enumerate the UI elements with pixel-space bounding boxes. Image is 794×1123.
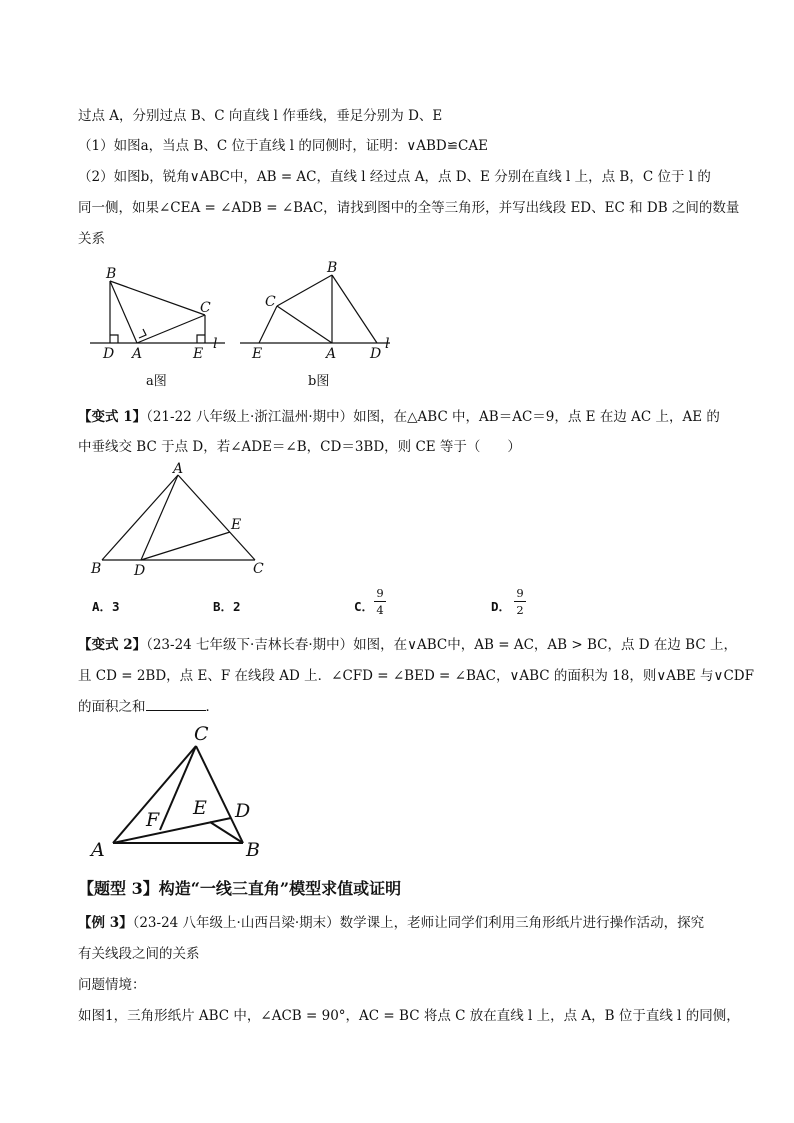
label-d: D xyxy=(134,563,146,579)
answer-blank[interactable] xyxy=(146,698,206,711)
right-angle-mark-d xyxy=(110,335,118,343)
example3-line4: 如图1，三角形纸片 ABC 中，∠ACB = 90°，AC = BC 将点 C 放在直线 l 上，点 A，B 位于直线 l 的同侧， xyxy=(78,1008,740,1024)
label-a: A xyxy=(326,346,337,362)
label-b: B xyxy=(91,561,102,577)
option-d[interactable]: D． xyxy=(491,599,512,614)
example3-text1: （23-24 八年级上·山西吕梁·期末）数学课上，老师让同学们利用三角形纸片进行操作活动，探究 xyxy=(132,915,705,931)
variant2-line1 xyxy=(78,633,737,653)
label-a: A xyxy=(91,839,105,861)
label-a: A xyxy=(173,461,184,477)
label-c: C xyxy=(265,294,276,310)
label-c: C xyxy=(194,723,209,745)
question-2-line3: 关系 xyxy=(78,231,105,247)
variant2-line2: 且 CD = 2BD，点 E、F 在线段 AD 上．∠CFD = ∠BED = ∠BAC，∨ABC 的面积为 18，则∨ABE 与∨CDF xyxy=(78,668,754,684)
label-c: C xyxy=(253,561,264,577)
option-c-fraction xyxy=(374,586,386,617)
label-l: l xyxy=(213,336,218,352)
label-l: l xyxy=(385,336,390,352)
variant2-text1: （23-24 七年级下·吉林长春·期中）如图，在∨ABC中，AB = AC，AB > BC，点 D 在边 BC 上， xyxy=(146,637,737,653)
figure-variant1 xyxy=(85,455,285,580)
variant1-line1 xyxy=(78,405,720,425)
segment-de xyxy=(141,532,230,560)
option-c[interactable]: C． xyxy=(354,599,375,614)
segment-ab xyxy=(102,475,178,560)
label-e: E xyxy=(193,797,207,819)
figure-b xyxy=(235,258,405,363)
label-e: E xyxy=(193,346,204,362)
label-c: C xyxy=(200,300,211,316)
label-b: B xyxy=(327,260,338,276)
label-b: B xyxy=(106,266,117,282)
option-d-fraction xyxy=(514,586,526,617)
option-b[interactable]: B．2 xyxy=(213,599,241,614)
segment-cb xyxy=(277,275,332,306)
figure-a xyxy=(85,258,235,363)
figure-variant2 xyxy=(88,718,278,863)
label-d: D xyxy=(103,346,115,362)
label-a: A xyxy=(132,346,143,362)
example3-line2: 有关线段之间的关系 xyxy=(78,946,200,962)
label-f: F xyxy=(146,809,160,831)
right-angle-mark-a xyxy=(139,329,146,338)
segment-ec xyxy=(259,306,277,343)
segment-ad xyxy=(141,475,178,560)
option-a[interactable]: A．3 xyxy=(92,599,120,614)
segment-ca xyxy=(277,306,332,343)
section-heading: 【题型 3】构造“一线三直角”模型求值或证明 xyxy=(78,879,402,898)
segment-cf xyxy=(160,746,196,830)
label-e: E xyxy=(252,346,263,362)
question-2-line2: 同一侧，如果∠CEA = ∠ADB = ∠BAC，请找到图中的全等三角形，并写出线段 ED、EC 和 DB 之间的数量 xyxy=(78,200,740,216)
variant2-line3: 的面积之和 ． xyxy=(78,699,219,715)
segment-bd xyxy=(332,275,377,343)
variant1-line2: 中垂线交 BC 于点 D，若∠ADE＝∠B，CD＝3BD，则 CE 等于（ ） xyxy=(78,439,521,455)
example3-line1 xyxy=(78,911,704,931)
example3-tag: 【例 3】 xyxy=(78,915,133,931)
question-2-line1: （2）如图b，锐角∨ABC中，AB = AC，直线 l 经过点 A，点 D、E 分别在直线 l 上，点 B，C 位于 l 的 xyxy=(78,169,711,185)
variant2-tag: 【变式 2】 xyxy=(78,637,147,653)
fraction-denominator: 4 xyxy=(376,603,384,617)
variant1-tag: 【变式 1】 xyxy=(78,409,147,425)
caption-b: b图 xyxy=(308,374,330,389)
fraction-numerator: 9 xyxy=(516,586,524,600)
intro-line: 过点 A，分别过点 B、C 向直线 l 作垂线，垂足分别为 D、E xyxy=(78,108,443,124)
example3-line3: 问题情境： xyxy=(78,977,146,993)
label-d: D xyxy=(235,800,251,822)
label-d: D xyxy=(370,346,382,362)
label-b: B xyxy=(246,839,260,861)
question-1: （1）如图a，当点 B、C 位于直线 l 的同侧时，证明：∨ABD≌CAE xyxy=(78,138,488,154)
segment-bc xyxy=(110,281,205,315)
label-e: E xyxy=(231,517,242,533)
caption-a: a图 xyxy=(146,374,167,389)
segment-ac xyxy=(137,315,205,343)
segment-ac xyxy=(178,475,255,560)
segment-ba xyxy=(110,281,137,343)
fraction-numerator: 9 xyxy=(376,586,384,600)
fraction-denominator: 2 xyxy=(516,603,524,617)
variant1-text1: （21-22 八年级上·浙江温州·期中）如图，在△ABC 中，AB＝AC＝9，点 E 在边 AC 上，AE 的 xyxy=(146,409,720,425)
right-angle-mark-e xyxy=(197,335,205,343)
